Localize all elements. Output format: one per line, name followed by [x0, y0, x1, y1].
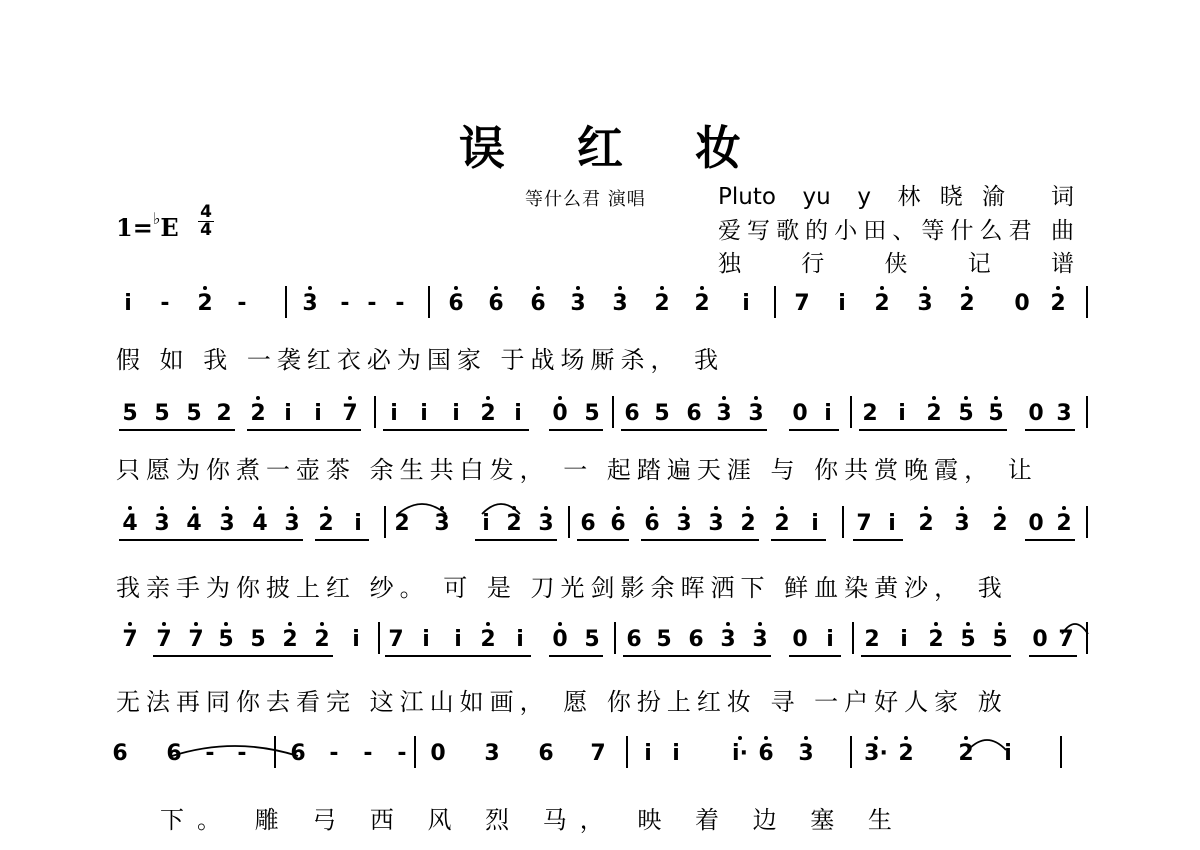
- key-signature: [116, 209, 179, 242]
- note: 6: [290, 741, 306, 766]
- beam-underline: [279, 655, 333, 657]
- note: i: [824, 401, 832, 426]
- octave-dot: [616, 506, 620, 510]
- notation-credit: 独 行 侠 记 谱: [718, 251, 1074, 277]
- barline: [1086, 286, 1088, 318]
- note: i: [482, 511, 490, 536]
- note: 2: [314, 627, 330, 652]
- octave-dot: [998, 506, 1002, 510]
- note: 3: [154, 511, 170, 536]
- sustain-dash: -: [329, 741, 339, 766]
- note: 0: [792, 401, 808, 426]
- note: 3: [1056, 401, 1072, 426]
- note: 0: [1032, 627, 1048, 652]
- octave-dot: [764, 736, 768, 740]
- note: 4: [186, 511, 202, 536]
- note: 7: [388, 627, 404, 652]
- note: 2: [874, 291, 890, 316]
- time-signature-top: 4: [200, 202, 212, 222]
- slur: [396, 500, 448, 516]
- note: i: [390, 401, 398, 426]
- note: 0: [1014, 291, 1030, 316]
- octave-dot: [934, 622, 938, 626]
- note: i: [900, 627, 908, 652]
- barline: [774, 286, 776, 318]
- barline: [614, 622, 616, 654]
- note: 3: [917, 291, 933, 316]
- beam-underline: [183, 429, 235, 431]
- note: 2: [694, 291, 710, 316]
- sustain-dash: -: [367, 291, 377, 316]
- barline: [428, 286, 430, 318]
- note: 3: [570, 291, 586, 316]
- octave-dot: [964, 396, 968, 400]
- beam-underline: [549, 429, 603, 431]
- sustain-dash: -: [397, 741, 407, 766]
- barline: [850, 396, 852, 428]
- octave-dot: [965, 286, 969, 290]
- note: 6: [580, 511, 596, 536]
- note: 3: [484, 741, 500, 766]
- note: 3: [720, 627, 736, 652]
- note: 7: [856, 511, 872, 536]
- beam-underline: [713, 429, 767, 431]
- note: 6: [626, 627, 642, 652]
- note: 2: [774, 511, 790, 536]
- singer-credit: 等什么君 演唱: [525, 189, 646, 210]
- beam-underline: [307, 429, 361, 431]
- slur: [966, 736, 1008, 752]
- octave-dot: [288, 622, 292, 626]
- barline: [568, 506, 570, 538]
- key-note: E: [160, 213, 179, 242]
- octave-dot: [225, 506, 229, 510]
- note: i: [314, 401, 322, 426]
- flat-symbol: ♭: [152, 209, 161, 228]
- note: 2: [918, 511, 934, 536]
- note: 6: [538, 741, 554, 766]
- note: 0: [792, 627, 808, 652]
- sustain-dash: -: [363, 741, 373, 766]
- octave-dot: [700, 286, 704, 290]
- octave-dot: [804, 736, 808, 740]
- note: 2: [958, 741, 974, 766]
- note: 2: [926, 401, 942, 426]
- note: 2: [394, 511, 410, 536]
- octave-dot: [290, 506, 294, 510]
- note: 3: [748, 401, 764, 426]
- note: i: [354, 511, 362, 536]
- note: 5: [992, 627, 1008, 652]
- barline: [850, 736, 852, 768]
- note: i: [1004, 741, 1012, 766]
- octave-dot: [576, 286, 580, 290]
- octave-dot: [454, 286, 458, 290]
- note: i: [516, 627, 524, 652]
- sustain-dash: -: [395, 291, 405, 316]
- octave-dot: [874, 736, 878, 740]
- note: 6: [530, 291, 546, 316]
- song-title: 误 红 妆: [458, 121, 770, 175]
- sustain-dash: -: [237, 291, 247, 316]
- beam-underline: [853, 539, 903, 541]
- note: 2: [992, 511, 1008, 536]
- note: 3: [708, 511, 724, 536]
- note: 2: [1050, 291, 1066, 316]
- note: 6: [758, 741, 774, 766]
- sustain-dash: -: [340, 291, 350, 316]
- octave-dot: [544, 506, 548, 510]
- octave-dot: [558, 396, 562, 400]
- barline: [285, 286, 287, 318]
- octave-dot: [924, 506, 928, 510]
- beam-underline: [957, 655, 1011, 657]
- octave-dot: [923, 286, 927, 290]
- lyric-line: 我亲手为你披上红 纱。 可 是 刀光剑影余晖洒下 鲜血染黄沙， 我: [116, 574, 1008, 602]
- note: 7: [794, 291, 810, 316]
- note: i: [514, 401, 522, 426]
- octave-dot: [994, 396, 998, 400]
- sustain-dash: -: [205, 741, 215, 766]
- note: 0: [552, 401, 568, 426]
- octave-dot: [932, 396, 936, 400]
- note: 3: [612, 291, 628, 316]
- note: 2: [864, 627, 880, 652]
- lyric-line: 只愿为你煮一壶茶 余生共白发， 一 起踏遍天涯 与 你共赏晚霞， 让: [116, 456, 1038, 484]
- octave-dot: [904, 736, 908, 740]
- barline: [1086, 396, 1088, 428]
- beam-underline: [315, 539, 369, 541]
- note: 7: [342, 401, 358, 426]
- octave-dot: [738, 736, 742, 740]
- note: i·: [732, 741, 748, 766]
- octave-dot: [1062, 506, 1066, 510]
- note: 0: [1028, 511, 1044, 536]
- octave-dot: [998, 622, 1002, 626]
- octave-dot: [754, 396, 758, 400]
- note: 3: [284, 511, 300, 536]
- barline: [414, 736, 416, 768]
- octave-dot: [192, 506, 196, 510]
- barline: [378, 622, 380, 654]
- note: 2: [216, 401, 232, 426]
- beam-underline: [577, 539, 629, 541]
- lyricist-credit: Pluto yu y 林晓渝 词: [718, 184, 1074, 210]
- beam-underline: [955, 429, 1007, 431]
- octave-dot: [128, 622, 132, 626]
- octave-dot: [486, 622, 490, 626]
- note: 6: [448, 291, 464, 316]
- note: 5: [250, 627, 266, 652]
- sustain-dash: -: [237, 741, 247, 766]
- note: i: [644, 741, 652, 766]
- octave-dot: [224, 622, 228, 626]
- note: i: [284, 401, 292, 426]
- barline: [1086, 506, 1088, 538]
- note: i: [672, 741, 680, 766]
- octave-dot: [324, 506, 328, 510]
- beam-underline: [503, 539, 557, 541]
- slur: [170, 742, 300, 758]
- lyric-line: 无法再同你去看完 这江山如画， 愿 你扮上红妆 寻 一户好人家 放: [116, 688, 1008, 716]
- note: 2: [898, 741, 914, 766]
- octave-dot: [320, 622, 324, 626]
- note: 6: [644, 511, 660, 536]
- beam-underline: [789, 655, 841, 657]
- note: 3: [716, 401, 732, 426]
- octave-dot: [726, 622, 730, 626]
- octave-dot: [650, 506, 654, 510]
- score-system: [0, 392, 1200, 432]
- beam-underline: [1025, 429, 1075, 431]
- octave-dot: [714, 506, 718, 510]
- barline: [852, 622, 854, 654]
- note: 2: [197, 291, 213, 316]
- note: 6: [112, 741, 128, 766]
- octave-dot: [536, 286, 540, 290]
- note: 2: [480, 401, 496, 426]
- note: i: [420, 401, 428, 426]
- octave-dot: [258, 506, 262, 510]
- note: 5: [122, 401, 138, 426]
- octave-dot: [128, 506, 132, 510]
- note: 3: [538, 511, 554, 536]
- octave-dot: [660, 286, 664, 290]
- octave-dot: [348, 396, 352, 400]
- note: 3: [219, 511, 235, 536]
- note: 6: [686, 401, 702, 426]
- beam-underline: [249, 539, 303, 541]
- barline: [374, 396, 376, 428]
- octave-dot: [722, 396, 726, 400]
- note: 7: [156, 627, 172, 652]
- note: 5: [988, 401, 1004, 426]
- barline: [1060, 736, 1062, 768]
- note: 0: [430, 741, 446, 766]
- slur: [480, 500, 522, 516]
- note: i: [742, 291, 750, 316]
- octave-dot: [256, 396, 260, 400]
- beam-underline: [1029, 655, 1077, 657]
- note: 7: [1058, 627, 1074, 652]
- note: i: [124, 291, 132, 316]
- note: 3: [798, 741, 814, 766]
- note: 5: [656, 627, 672, 652]
- sustain-dash: -: [160, 291, 170, 316]
- note: 5: [154, 401, 170, 426]
- octave-dot: [162, 622, 166, 626]
- note: 6: [610, 511, 626, 536]
- beam-underline: [477, 429, 529, 431]
- beam-underline: [705, 539, 759, 541]
- note: 0: [1028, 401, 1044, 426]
- note: i: [838, 291, 846, 316]
- octave-dot: [618, 286, 622, 290]
- octave-dot: [558, 622, 562, 626]
- barline: [384, 506, 386, 538]
- note: 2: [928, 627, 944, 652]
- note: 5: [960, 627, 976, 652]
- lyric-line: 假 如 我 一袭红衣必为国家 于战场厮杀， 我: [116, 346, 725, 374]
- beam-underline: [789, 429, 839, 431]
- score-system: [0, 282, 1200, 322]
- time-signature-bottom: 4: [200, 220, 212, 240]
- note: 2: [250, 401, 266, 426]
- octave-dot: [486, 396, 490, 400]
- octave-dot: [308, 286, 312, 290]
- note: 3: [302, 291, 318, 316]
- time-signature: [196, 204, 216, 239]
- slur: [1060, 620, 1090, 636]
- octave-dot: [160, 506, 164, 510]
- key-prefix: 1=: [116, 213, 153, 242]
- octave-dot: [1056, 286, 1060, 290]
- note: i: [898, 401, 906, 426]
- note: 7: [188, 627, 204, 652]
- note: 2: [480, 627, 496, 652]
- note: 5: [654, 401, 670, 426]
- note: 2: [506, 511, 522, 536]
- octave-dot: [780, 506, 784, 510]
- note: 2: [740, 511, 756, 536]
- note: 3: [954, 511, 970, 536]
- note: 5: [218, 627, 234, 652]
- note: 2: [282, 627, 298, 652]
- note: 3: [676, 511, 692, 536]
- note: i: [352, 627, 360, 652]
- note: i: [826, 627, 834, 652]
- octave-dot: [194, 622, 198, 626]
- octave-dot: [203, 286, 207, 290]
- octave-dot: [880, 286, 884, 290]
- octave-dot: [960, 506, 964, 510]
- barline: [626, 736, 628, 768]
- note: 2: [318, 511, 334, 536]
- note: 7: [122, 627, 138, 652]
- beam-underline: [1025, 539, 1075, 541]
- score-system: [0, 502, 1200, 542]
- octave-dot: [682, 506, 686, 510]
- note: 2: [1056, 511, 1072, 536]
- beam-underline: [549, 655, 603, 657]
- note: i: [811, 511, 819, 536]
- composer-credit: 爱写歌的小田、等什么君 曲: [718, 218, 1074, 244]
- note: 4: [252, 511, 268, 536]
- note: 6: [488, 291, 504, 316]
- octave-dot: [746, 506, 750, 510]
- note: 2: [959, 291, 975, 316]
- note: 0: [552, 627, 568, 652]
- note: i: [422, 627, 430, 652]
- note: 2: [654, 291, 670, 316]
- note: 6: [624, 401, 640, 426]
- note: 5: [186, 401, 202, 426]
- note: 2: [862, 401, 878, 426]
- beam-underline: [477, 655, 531, 657]
- barline: [842, 506, 844, 538]
- barline: [612, 396, 614, 428]
- octave-dot: [758, 622, 762, 626]
- note: 6: [166, 741, 182, 766]
- note: 4: [122, 511, 138, 536]
- note: i: [454, 627, 462, 652]
- beam-underline: [717, 655, 771, 657]
- note: 7: [590, 741, 606, 766]
- note: 5: [958, 401, 974, 426]
- note: 6: [688, 627, 704, 652]
- note: 3·: [864, 741, 888, 766]
- note: 5: [584, 627, 600, 652]
- note: 3: [434, 511, 450, 536]
- lyric-line: 下。 雕 弓 西 风 烈 马， 映 着 边 塞 生: [160, 806, 905, 834]
- note: i: [888, 511, 896, 536]
- score-system: [0, 618, 1200, 658]
- note: i: [452, 401, 460, 426]
- beam-underline: [771, 539, 826, 541]
- octave-dot: [494, 286, 498, 290]
- note: 5: [584, 401, 600, 426]
- octave-dot: [966, 622, 970, 626]
- note: 3: [752, 627, 768, 652]
